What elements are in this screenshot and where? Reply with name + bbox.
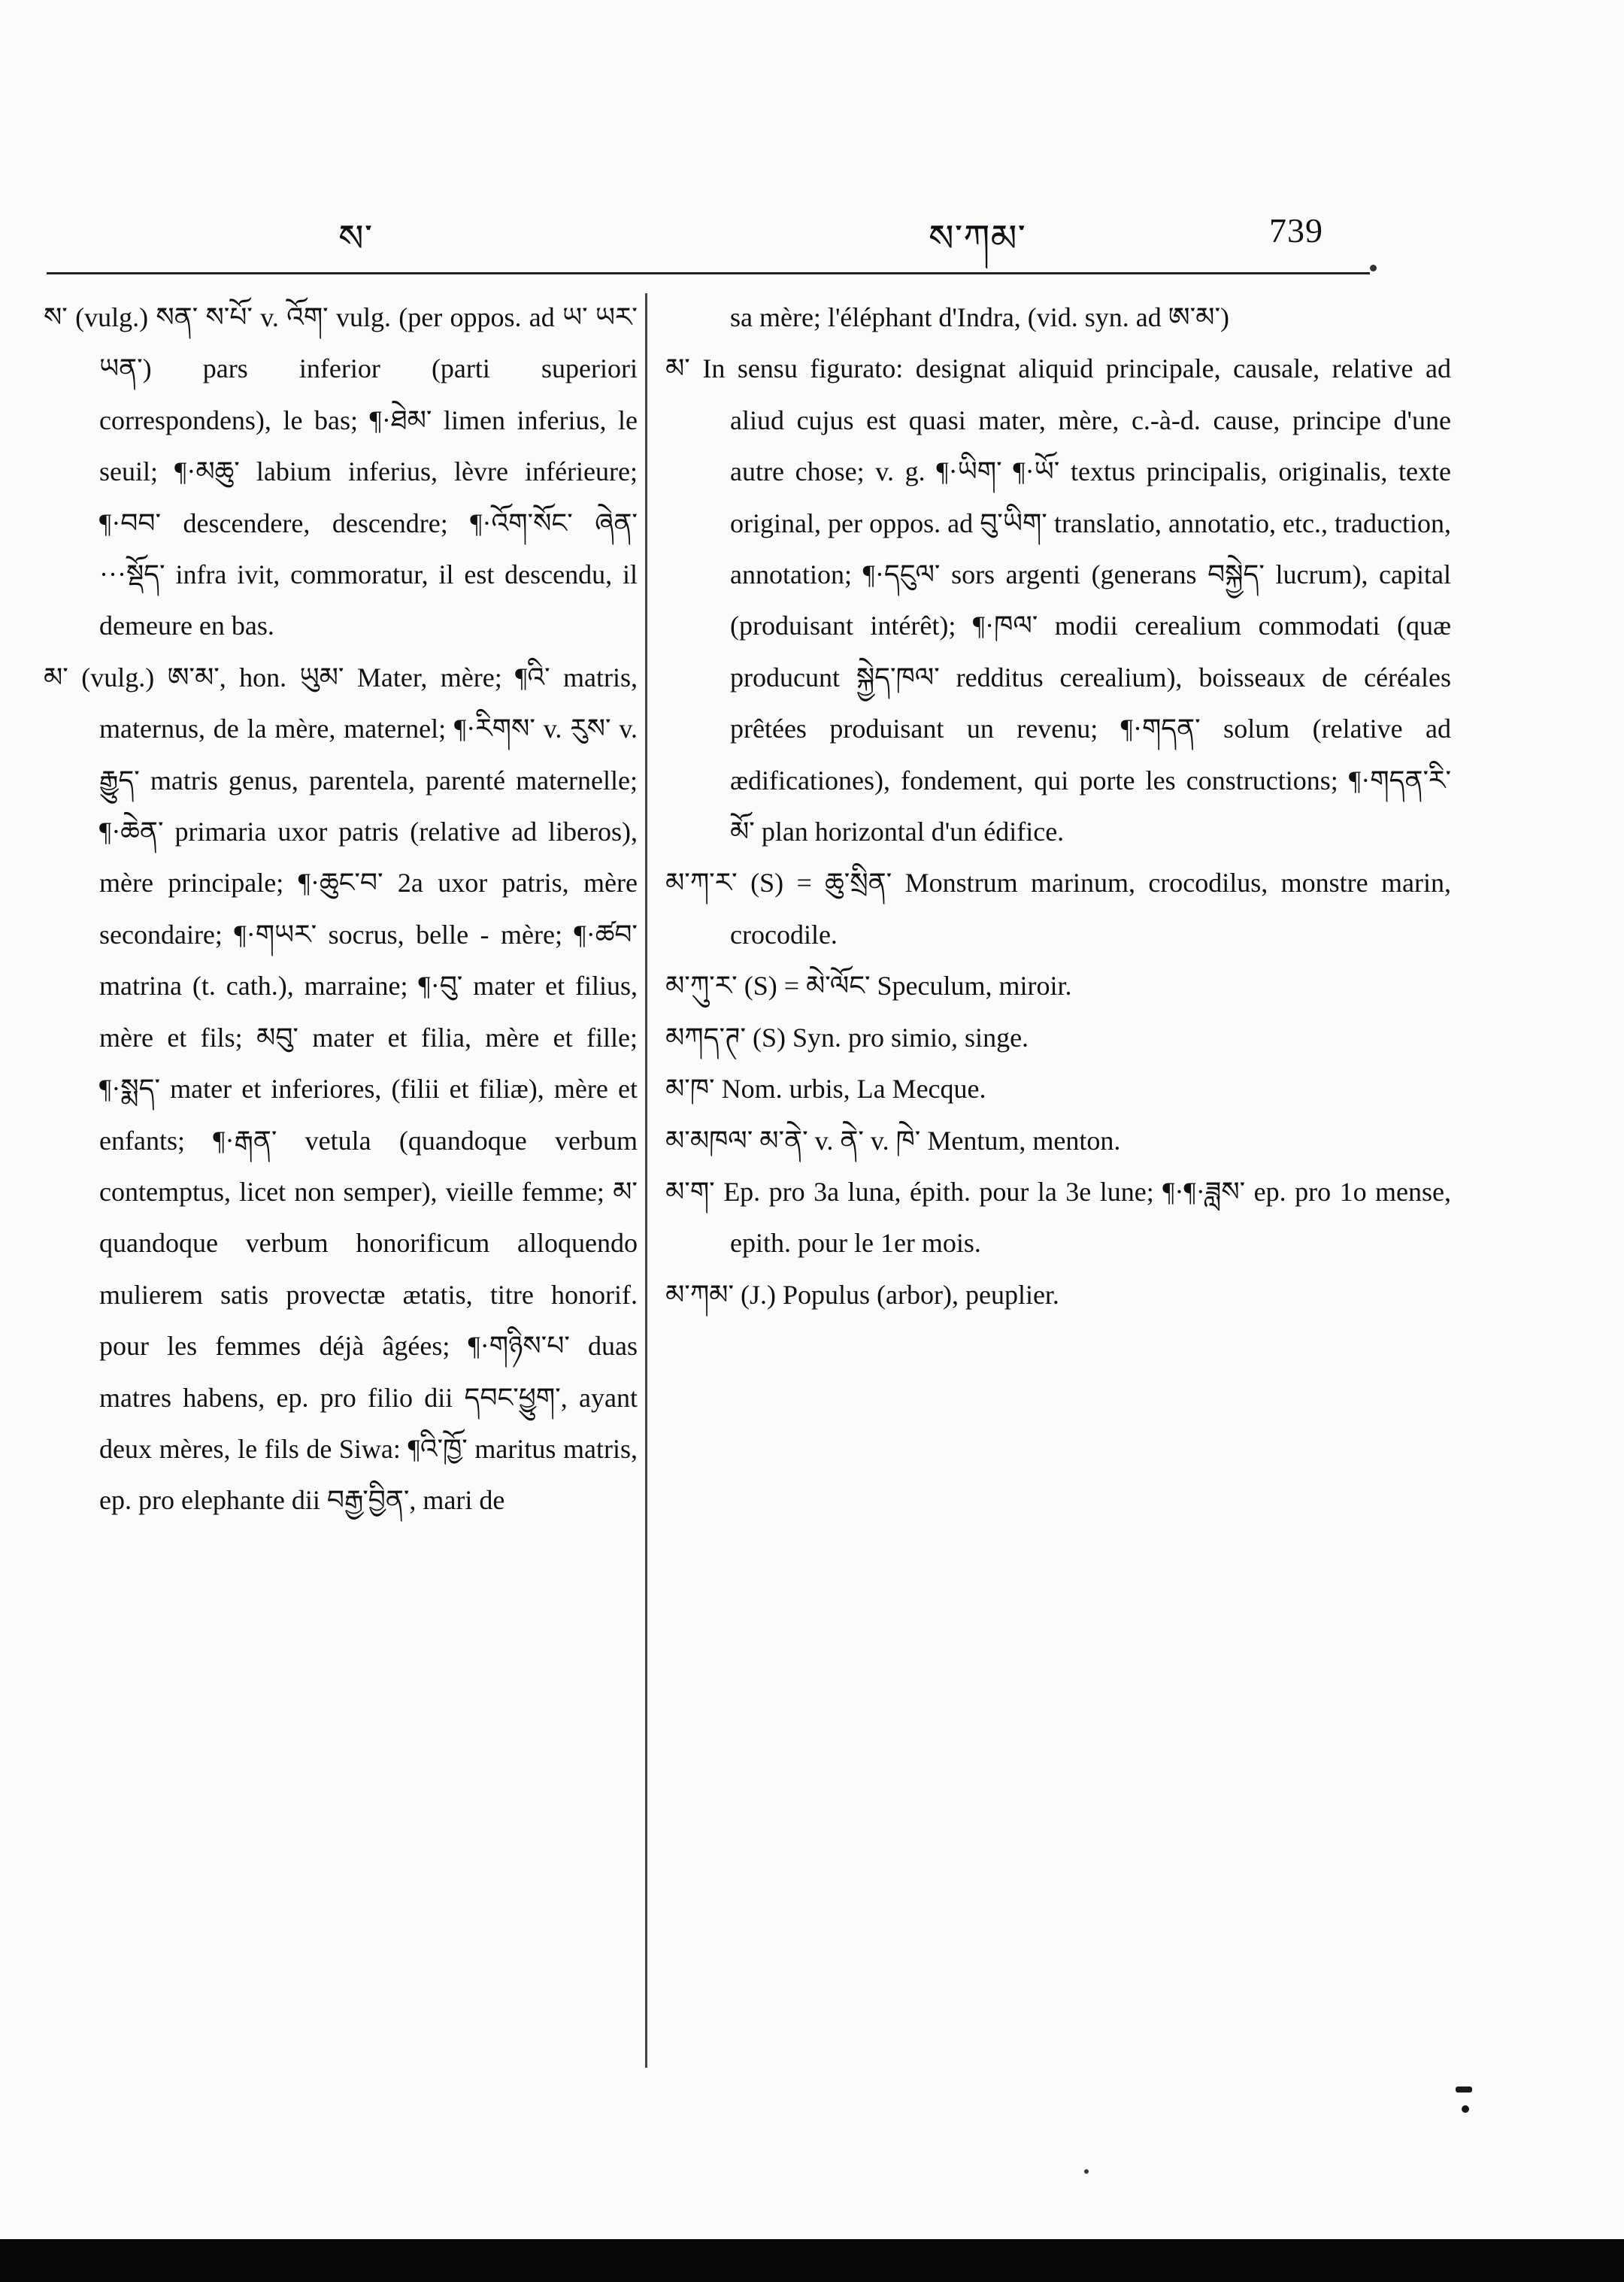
running-head-center: ས་ཀམ་ [929, 217, 1027, 259]
dictionary-entry: མ་ཀུ་ར་ (S) = མེ་ལོང་ Speculum, miroir. [665, 971, 1072, 1002]
column-divider [645, 293, 647, 2068]
left-column [44, 292, 638, 1526]
dictionary-entry: མ་ In sensu figurato: designat aliquid principale, causale, relative ad aliud cujus est quasi mater, mère, c.-à-d. cause, principe d'une autre chose; v. g. ¶·ཡིག་ ¶·ཡོ་ textus principalis, originalis, texte original, per oppos. ad བུ་ཡིག་ translatio, annotatio, etc., traduction, annotation; ¶·དངུལ་ sors argenti (generans བསྐྱེད་ lucrum), capital (produisant intérêt); ¶·ཁལ་ modii cerealium commodati (quæ producunt སྐྱེད་ཁལ་ redditus cerealium), boisseaux de céréales prêtées produisant un revenu; ¶·གདན་ solum (relative ad ædificationes), fondement, qui porte les constructions; ¶·གདན་རི་མོ་ plan horizontal d'un édifice. [665, 353, 1451, 847]
dictionary-entry: མ་ཀ་ར་ (S) = ཆུ་སྲིན་ Monstrum marinum, crocodilus, monstre marin, crocodile. [665, 868, 1451, 950]
dictionary-entry: མ་ཁ་ Nom. urbis, La Mecque. [665, 1074, 986, 1105]
scan-edge-shadow [0, 2239, 1624, 2282]
scan-speck [1084, 2169, 1089, 2174]
dictionary-entry: མ་མཁལ་ མ་ནེ་ v. ནེ་ v. ཁེ་ Mentum, menton. [665, 1125, 1121, 1156]
scan-speck [1462, 2105, 1469, 2113]
header-rule [47, 272, 1370, 274]
scan-speck [1456, 2087, 1472, 2093]
page-number: 739 [1269, 211, 1323, 250]
dictionary-entry: མ་ག་ Ep. pro 3a luna, épith. pour la 3e lune; ¶·¶·ཟླས་ ep. pro 1o mense, epith. pour le 1er mois. [665, 1176, 1451, 1259]
entry-continuation: sa mère; l'éléphant d'Indra, (vid. syn. ad ཨ་མ་) [730, 302, 1230, 332]
dictionary-entry: མཀད་ཊ་ (S) Syn. pro simio, singe. [665, 1022, 1029, 1053]
scan-speck [1370, 265, 1377, 271]
running-head-left: ས་ [338, 217, 374, 259]
dictionary-entry: མ་ཀམ་ (J.) Populus (arbor), peuplier. [665, 1279, 1059, 1310]
dictionary-entry: ས་ (vulg.) སན་ ས་པོ་ v. འོག་ vulg. (per oppos. ad ཡ་ ཡར་ ཡན་) pars inferior (parti superiori correspondens), le bas; ¶·ཐེམ་ limen inferius, le seuil; ¶·མཆུ་ labium inferius, lèvre inférieure; ¶·བབ་ descendere, descendre; ¶·འོག་སོང་ ཞེན་···སྡོད་ infra ivit, commoratur, il est descendu, il demeure en bas. [44, 302, 638, 641]
right-column [665, 292, 1451, 1320]
dictionary-entry: མ་ (vulg.) ཨ་མ་, hon. ཡུམ་ Mater, mère; ¶འི་ matris, maternus, de la mère, maternel; ¶·རིགས་ v. རུས་ v. རྒྱུད་ matris genus, parentela, parenté maternelle; ¶·ཆེན་ primaria uxor patris (relative ad liberos), mère principale; ¶·ཆུང་བ་ 2a uxor patris, mère secondaire; ¶·གཡར་ socrus, belle - mère; ¶·ཚབ་ matrina (t. cath.), marraine; ¶·བུ་ mater et filius, mère et fils; མབུ་ mater et filia, mère et fille; ¶·སྨད་ mater et inferiores, (filii et filiæ), mère et enfants; ¶·རྒན་ vetula (quandoque verbum contemptus, licet non semper), vieille femme; མ་ quandoque verbum honorificum alloquendo mulierem satis provectæ ætatis, titre honorif. pour les femmes déjà âgées; ¶·གཉིས་པ་ duas matres habens, ep. pro filio dii དབང་ཕྱུག་, ayant deux mères, le fils de Siwa: ¶འི་ཁྱོ་ maritus matris, ep. pro elephante dii བརྒྱ་བྱིན་, mari de [44, 662, 638, 1516]
